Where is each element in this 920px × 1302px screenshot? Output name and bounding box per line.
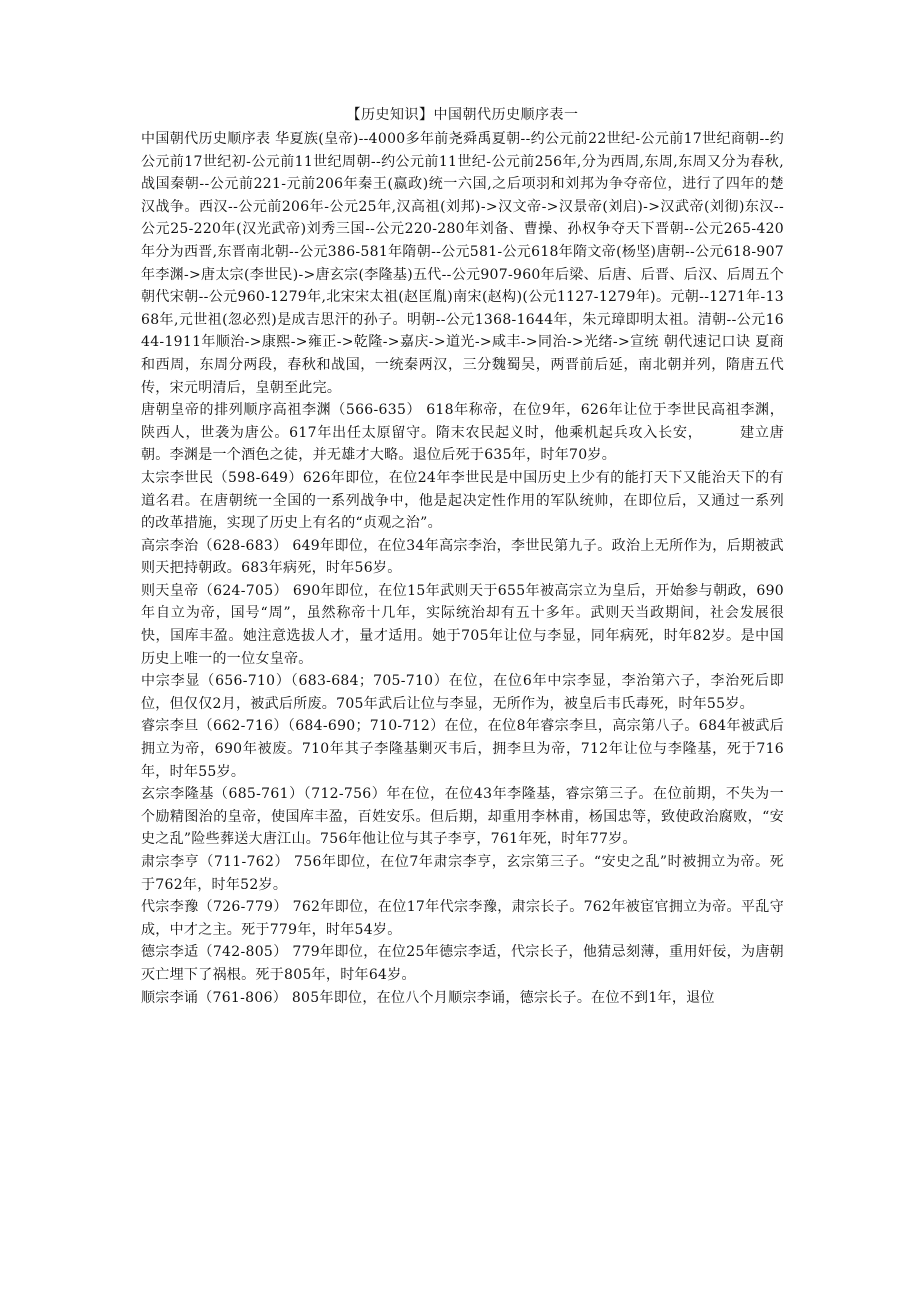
document-title: 【历史知识】中国朝代历史顺序表一 xyxy=(346,107,579,123)
paragraph-gaozong-li-zhi: 高宗李治（628-683） 649年即位，在位34年高宗李治，李世民第九子。政治上无所作为，后期被武则天把持朝政。683年病死，时年56岁。 xyxy=(141,537,784,577)
paragraph-ruizong-li-dan: 睿宗李旦（662-716）（684-690；710-712）在位，在位8年睿宗李旦，高宗第八子。684年被武后拥立为帝，690年被废。710年其子李隆基剿灭韦后，拥李旦为帝，712年让位与李隆基，死于716年，时年55岁。 xyxy=(141,718,784,780)
paragraph-dynasty-overview: 中国朝代历史顺序表 华夏族(皇帝)--4000多年前尧舜禹夏朝--约公元前22世纪-公元前17世纪商朝--约公元前17世纪初-公元前11世纪周朝--约公元前11世纪-公元前256年,分为西周,东周,东周又分为春秋,战国秦朝--公元前221-元前206年秦王(嬴政)统一六国,之后项羽和刘邦为争夺帝位，进行了四年的楚汉战争。西汉--公元前206年-公元25年,汉高祖(刘邦)->汉文帝->汉景帝(刘启)->汉武帝(刘彻)东汉--公元25-220年(汉光武帝)刘秀三国--公元220-280年刘备、曹操、孙权争夺天下晋朝--公元265-420年分为西晋,东晋南北朝--公元386-581年隋朝--公元581-公元618年隋文帝(杨坚)唐朝--公元618-907年李渊->唐太宗(李世民)->唐玄宗(李隆基)五代--公元907-960年后梁、后唐、后晋、后汉、后周五个朝代宋朝--公元960-1279年,北宋宋太祖(赵匡胤)南宋(赵构)(公元1127-1279年)。元朝--1271年-1368年,元世祖(忽必烈)是成吉思汗的孙子。明朝--公元1368-1644年，朱元璋即明太祖。清朝--公元1644-1911年顺治->康熙->雍正->乾隆->嘉庆->道光->咸丰->同治->光绪->宣统 朝代速记口诀 夏商和西周，东周分两段，春秋和战国，一统秦两汉，三分魏蜀吴，两晋前后延，南北朝并列，隋唐五代传，宋元明清后，皇朝至此完。 xyxy=(141,131,784,396)
paragraph-shunzong-li-song: 顺宗李诵（761-806） 805年即位，在位八个月顺宗李诵，德宗长子。在位不到1年，退位 xyxy=(141,989,715,1006)
document-page xyxy=(141,104,784,1009)
paragraph-suzong-li-heng: 肃宗李亨（711-762） 756年即位，在位7年肃宗李亨，玄宗第三子。“安史之乱”时被拥立为帝。死于762年，时年52岁。 xyxy=(141,854,784,893)
paragraph-zhongzong-li-xian: 中宗李显（656-710）（683-684；705-710）在位，在位6年中宗李显，李治第六子，李治死后即位，但仅仅2月，被武后所废。705年武后让位与李显，无所作为，被皇后韦氏毒死，时年55岁。 xyxy=(141,673,784,712)
paragraph-dezong-li-kuo: 德宗李适（742-805） 779年即位，在位25年德宗李适，代宗长子，他猜忌刻薄，重用奸佞，为唐朝灭亡埋下了祸根。死于805年，时年64岁。 xyxy=(141,944,784,983)
paragraph-daizong-li-yu: 代宗李豫（726-779） 762年即位，在位17年代宗李豫，肃宗长子。762年被宦官拥立为帝。平乱守成，中才之主。死于779年，时年54岁。 xyxy=(141,899,784,938)
paragraph-wu-zetian: 则天皇帝（624-705） 690年即位，在位15年武则天于655年被高宗立为皇后，开始参与朝政，690年自立为帝，国号“周”，虽然称帝十几年，实际统治却有五十多年。武则天当政期间，社会发展很快，国库丰盈。她注意选拔人才，量才适用。她于705年让位与李显，同年病死，时年82岁。是中国历史上唯一的一位女皇帝。 xyxy=(141,582,784,667)
paragraph-xuanzong-li-longji: 玄宗李隆基（685-761）（712-756）年在位，在位43年李隆基，睿宗第三子。在位前期，不失为一个励精图治的皇帝，使国库丰盈，百姓安乐。但后期，却重用李林甫，杨国忠等，致使政治腐败，“安史之乱”险些葬送大唐江山。756年他让位与其子李亨，761年死，时年77岁。 xyxy=(141,786,784,848)
paragraph-taizong-li-shimin: 太宗李世民（598-649）626年即位，在位24年李世民是中国历史上少有的能打天下又能治天下的有道名君。在唐朝统一全国的一系列战争中，他是起决定性作用的军队统帅，在即位后，又通过一系列的改革措施，实现了历史上有名的“贞观之治”。 xyxy=(141,469,784,532)
paragraph-gaozu-li-yuan: 唐朝皇帝的排列顺序高祖李渊（566-635） 618年称帝，在位9年，626年让位于李世民高祖李渊，陕西人，世袭为唐公。617年出任太原留守。隋末农民起义时，他乘机起兵攻入长安， 建立唐朝。李渊是一个酒色之徒，并无雄才大略。退位后死于635年，时年70岁。 xyxy=(141,402,784,464)
